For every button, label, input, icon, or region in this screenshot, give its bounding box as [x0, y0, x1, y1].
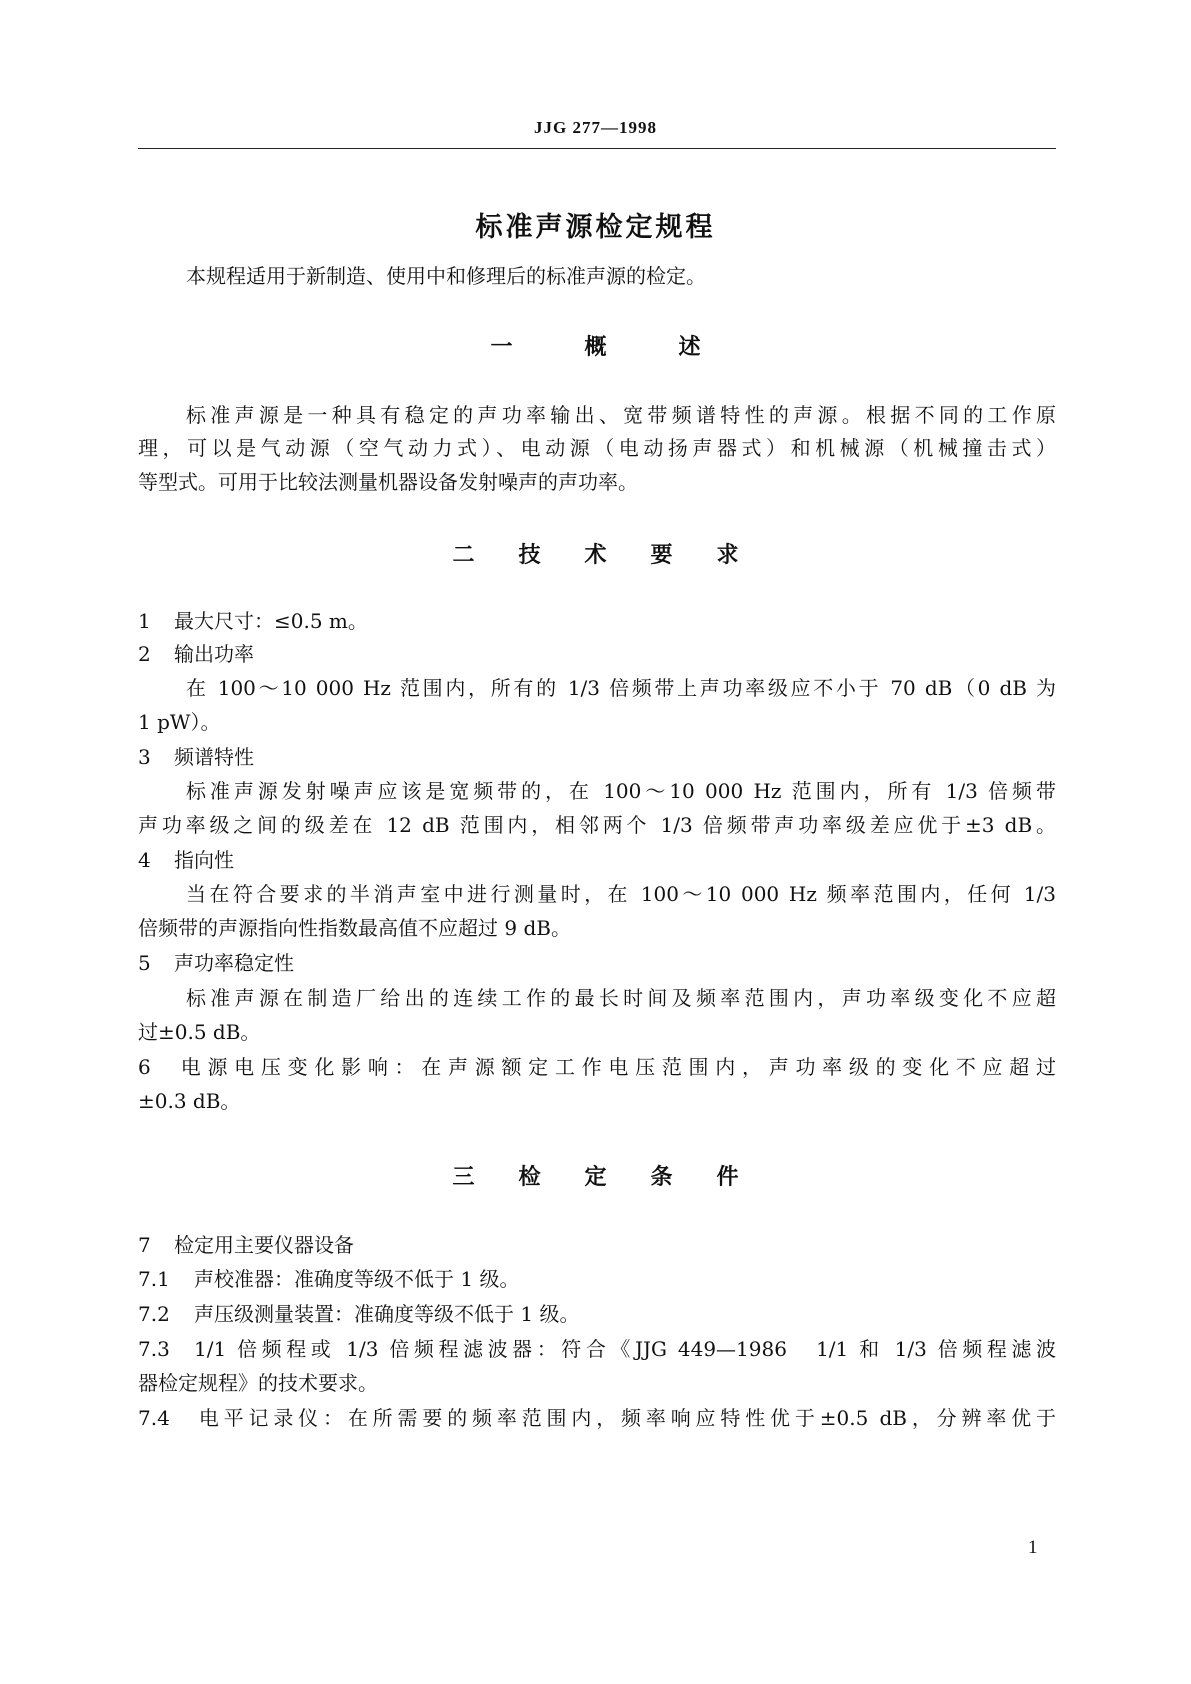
- overview-line: 等型式。可用于比较法测量机器设备发射噪声的声功率。: [138, 470, 638, 494]
- item-7-4-line: [138, 1401, 1056, 1435]
- item-4-title: [138, 843, 1056, 877]
- item-text: 电平记录仪：在所需要的频率范围内，频率响应特性优于±0.5 dB，分辨率优于: [194, 1406, 1056, 1430]
- header-rule: [138, 148, 1056, 149]
- item-5-title: [138, 946, 1056, 980]
- section-heading-char: 术: [584, 543, 607, 568]
- section-heading-char: 检: [518, 1165, 541, 1190]
- item-3-title: [138, 740, 1056, 774]
- section-heading-char: 技: [518, 543, 541, 568]
- section-heading-overview: [0, 330, 1191, 361]
- item-7-title: [138, 1228, 1056, 1262]
- item-title: 指向性: [174, 848, 234, 872]
- section-heading-char: 二: [452, 543, 475, 568]
- item-2-line: 1 pW）。: [138, 710, 221, 734]
- item-number: 7: [138, 1233, 151, 1257]
- item-3-line: 标准声源发射噪声应该是宽频带的，在 100～10 000 Hz 范围内，所有 1/3 倍频带: [186, 779, 1056, 803]
- item-number: 1: [138, 609, 151, 633]
- section-heading-conditions: [0, 1160, 1191, 1191]
- item-6-line: [138, 1050, 1056, 1084]
- item-title: 频谱特性: [174, 745, 254, 769]
- document-header: JJG 277—1998: [534, 118, 657, 137]
- section-heading-char: 三: [452, 1165, 475, 1190]
- page-title: 标准声源检定规程: [475, 212, 716, 243]
- section-heading-char: 要: [650, 543, 673, 568]
- item-number: 7.2: [138, 1302, 170, 1326]
- intro-paragraph: 本规程适用于新制造、使用中和修理后的标准声源的检定。: [186, 264, 706, 288]
- section-heading-char: 述: [678, 335, 701, 360]
- section-heading-char: 条: [650, 1165, 673, 1190]
- section-heading-requirements: [0, 538, 1191, 569]
- item-number: 2: [138, 642, 151, 666]
- item-4-line: 倍频带的声源指向性指数最高值不应超过 9 dB。: [138, 916, 571, 940]
- item-7-3-line: 器检定规程》的技术要求。: [138, 1371, 378, 1395]
- overview-line: 标准声源是一种具有稳定的声功率输出、宽带频谱特性的声源。根据不同的工作原: [186, 403, 1056, 427]
- item-2-line: 在 100～10 000 Hz 范围内，所有的 1/3 倍频带上声功率级应不小于 70 dB（0 dB 为: [186, 676, 1056, 700]
- section-heading-char: 一: [490, 335, 513, 360]
- item-7-1: [138, 1262, 1056, 1296]
- item-7-3-line: [138, 1332, 1056, 1366]
- item-text: 最大尺寸：≤0.5 m。: [174, 609, 368, 633]
- item-2-title: [138, 637, 1056, 671]
- item-text: 电源电压变化影响：在声源额定工作电压范围内，声功率级的变化不应超过: [174, 1055, 1056, 1079]
- item-5-line: 标准声源在制造厂给出的连续工作的最长时间及频率范围内，声功率级变化不应超: [186, 986, 1056, 1010]
- page-number: 1: [1028, 1537, 1038, 1558]
- item-title: 检定用主要仪器设备: [174, 1233, 354, 1257]
- item-text: 声校准器：准确度等级不低于 1 级。: [194, 1267, 520, 1291]
- section-heading-char: 件: [716, 1165, 739, 1190]
- item-number: 4: [138, 848, 151, 872]
- item-number: 3: [138, 745, 151, 769]
- overview-line: 理，可以是气动源（空气动力式）、电动源（电动扬声器式）和机械源（机械撞击式）: [138, 436, 1056, 460]
- item-text: 1/1 倍频程或 1/3 倍频程滤波器：符合《JJG 449—1986 1/1 和 1/3 倍频程滤波: [194, 1337, 1056, 1361]
- item-text: 声压级测量装置：准确度等级不低于 1 级。: [194, 1302, 580, 1326]
- item-number: 7.4: [138, 1406, 170, 1430]
- item-1: [138, 604, 1056, 638]
- section-heading-char: 定: [584, 1165, 607, 1190]
- item-number: 7.3: [138, 1337, 170, 1361]
- item-6-line: ±0.3 dB。: [138, 1089, 241, 1113]
- item-number: 5: [138, 951, 151, 975]
- item-3-line: 声功率级之间的级差在 12 dB 范围内，相邻两个 1/3 倍频带声功率级差应优于±3 dB。: [138, 813, 1056, 837]
- item-number: 7.1: [138, 1267, 170, 1291]
- section-heading-char: 求: [716, 543, 739, 568]
- section-heading-char: 概: [584, 335, 607, 360]
- item-4-line: 当在符合要求的半消声室中进行测量时，在 100～10 000 Hz 频率范围内，任何 1/3: [186, 882, 1056, 906]
- item-title: 声功率稳定性: [174, 951, 294, 975]
- item-5-line: 过±0.5 dB。: [138, 1020, 261, 1044]
- item-number: 6: [138, 1055, 151, 1079]
- item-7-2: [138, 1297, 1056, 1331]
- item-title: 输出功率: [174, 642, 254, 666]
